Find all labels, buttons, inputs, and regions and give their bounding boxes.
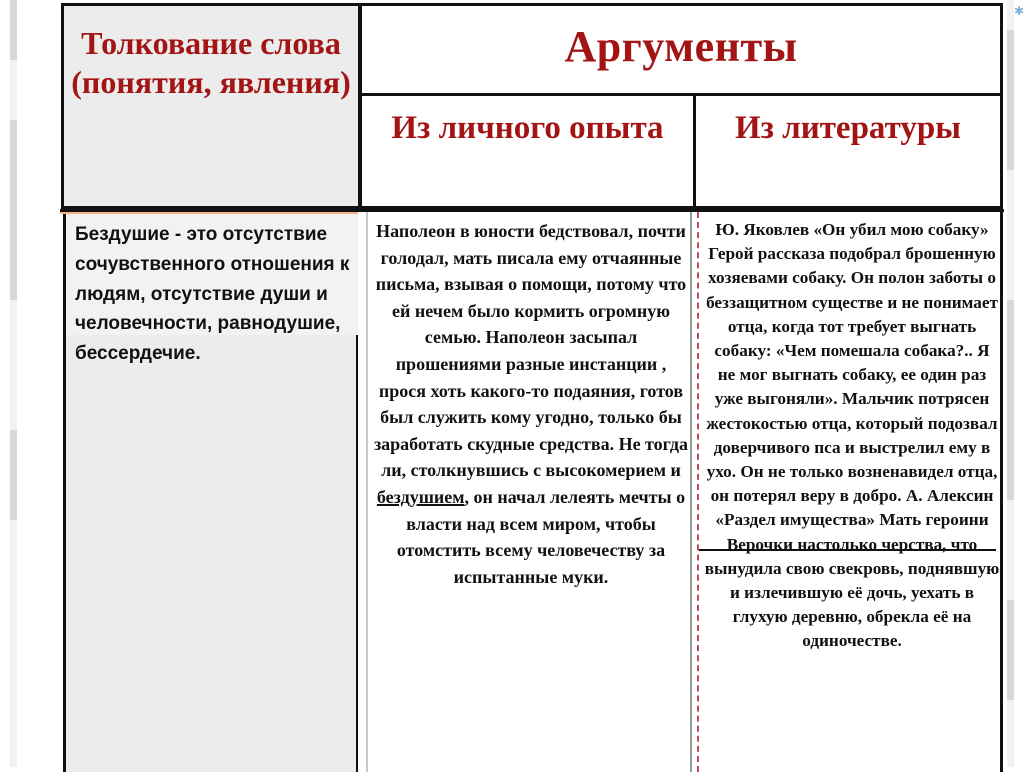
literature-cell [697,212,1003,772]
column-gap [358,212,366,772]
header-arguments: Аргументы [564,22,798,71]
personal-text-underlined: бездушием [376,486,465,507]
right-decor-stripe [1007,0,1014,767]
definition-text: Бездушие - это отсутствие сочувственного отношения к людям, отсутствие души и человечности, равнодушие, бессердечие. [75,224,350,365]
definition-cell [63,212,358,772]
personal-text-end: , он начал лелеять мечты о власти над всем миром, чтобы отомстить всему человечеству за испытанные муки. [396,486,686,587]
header-personal: Из личного опыта [391,110,664,146]
header-personal-cell [359,94,696,209]
personal-text [372,218,690,590]
sparkle-icon: ✱ [1014,4,1024,18]
personal-cell [366,212,692,772]
header-interpretation: Толкование слова (понятия, явления) [71,25,351,101]
header-interpretation-cell [61,3,360,209]
literature-text: Ю. Яковлев «Он убил мою собаку» Герой рассказа подобрал брошенную хозяевами собаку. Он полон заботы о беззащитном существе и не понимает отца, когда тот требует выгнать собаку: «Чем помешала собака?.. Я не мог выгнать собаку, ее один раз уже выгоняли». Мальчик потрясен жестокостью отца, который подозвал доверчивого пса и выстрелил ему в ухо. Он не только возненавидел отца, он потерял веру в добро. А. Алексин «Раздел имущества» Мать героини Верочки настолько черства, что вынудила свою свекровь, поднявшую и излечившую её дочь, уехать в глухую деревню, обрекла её на одиночестве. [704,220,1000,651]
personal-text-start: Наполеон в юности бедствовал, почти голодал, мать писала ему отчаянные письма, взывая о помощи, потому что ей нечем было кормить огромную семью. Наполеон засыпал прошениями разные инстанции , прося хоть какого-то подаяния, готов был служить кому угодно, только бы заработать скудные средства. Не тогда ли, столкнувшись с высокомерием и [373,221,689,481]
header-arguments-cell [359,3,1003,96]
accent-line [60,212,358,214]
header-literature-cell [694,94,1003,209]
header-literature: Из литературы [735,110,961,146]
left-decor-stripe [10,0,17,767]
